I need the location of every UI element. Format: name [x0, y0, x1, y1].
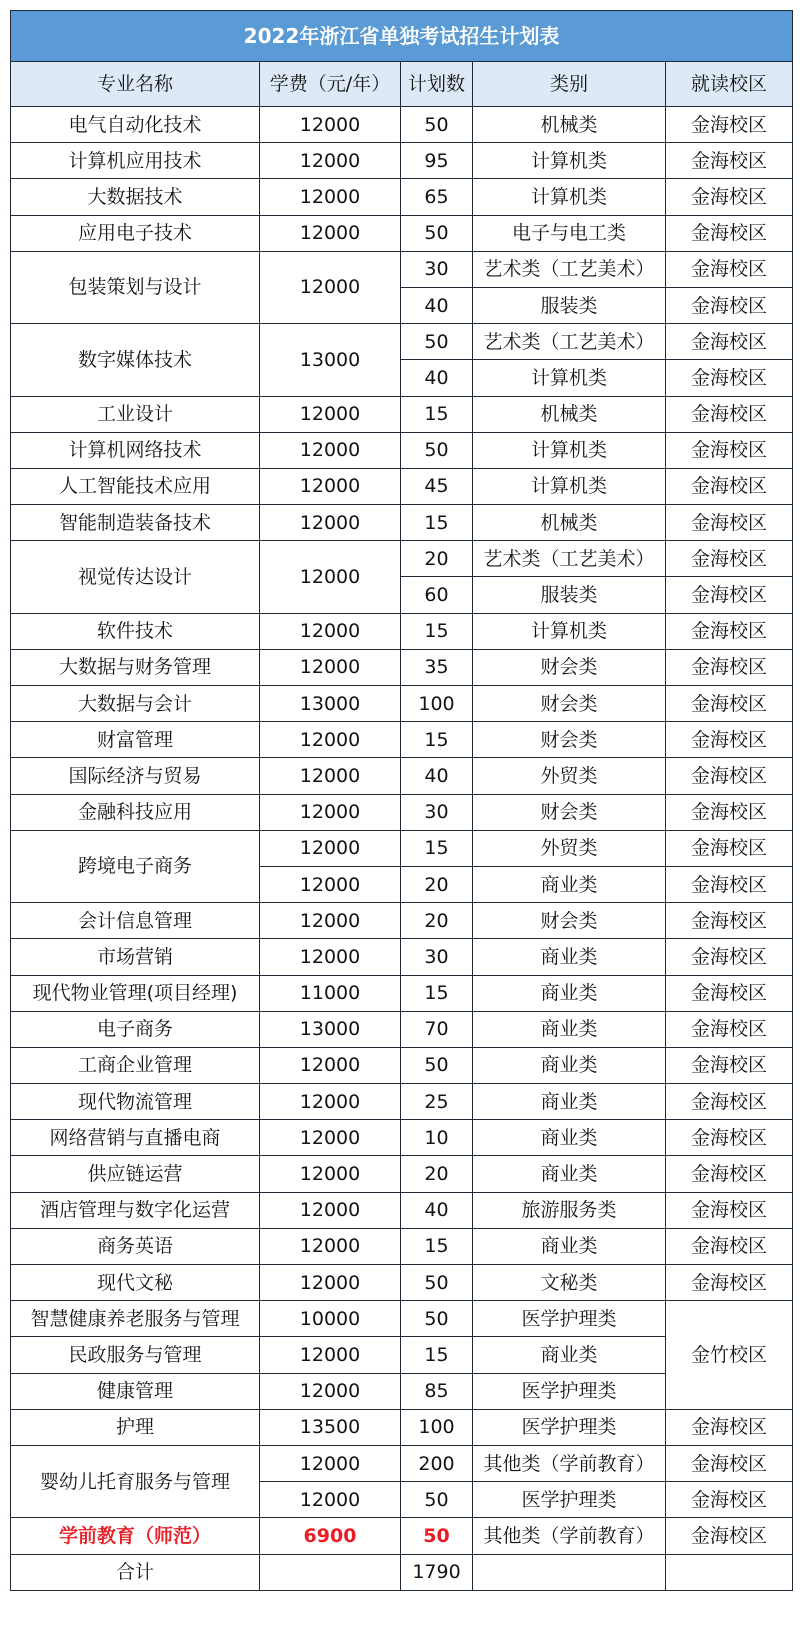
category-cell: 医学护理类 [473, 1482, 666, 1518]
fee-cell: 12000 [260, 1482, 401, 1518]
fee-cell: 13000 [260, 686, 401, 722]
fee-cell: 12000 [260, 758, 401, 794]
category-cell: 计算机类 [473, 613, 666, 649]
table-row [11, 215, 793, 251]
category-cell: 服装类 [473, 577, 666, 613]
fee-cell: 13000 [260, 1011, 401, 1047]
category-cell: 财会类 [473, 903, 666, 939]
category-cell: 其他类（学前教育） [473, 1518, 666, 1554]
major-cell: 人工智能技术应用 [11, 468, 260, 504]
major-cell: 计算机应用技术 [11, 143, 260, 179]
category-cell: 商业类 [473, 975, 666, 1011]
campus-cell: 金海校区 [666, 468, 793, 504]
major-cell: 工商企业管理 [11, 1047, 260, 1083]
table-row [11, 903, 793, 939]
major-cell: 市场营销 [11, 939, 260, 975]
table-row [11, 324, 793, 360]
major-cell: 健康管理 [11, 1373, 260, 1409]
table-row [11, 649, 793, 685]
plan-cell: 100 [401, 1409, 473, 1445]
table-row [11, 939, 793, 975]
campus-cell: 金海校区 [666, 541, 793, 577]
fee-cell: 12000 [260, 1084, 401, 1120]
table-row [11, 396, 793, 432]
fee-cell: 12000 [260, 1120, 401, 1156]
major-cell: 酒店管理与数字化运营 [11, 1192, 260, 1228]
fee-cell: 12000 [260, 1228, 401, 1264]
plan-cell: 50 [401, 1518, 473, 1554]
plan-cell: 15 [401, 722, 473, 758]
campus-cell: 金海校区 [666, 107, 793, 143]
major-cell: 大数据与财务管理 [11, 649, 260, 685]
major-cell: 大数据与会计 [11, 686, 260, 722]
fee-cell: 12000 [260, 939, 401, 975]
table-row [11, 613, 793, 649]
category-cell: 计算机类 [473, 143, 666, 179]
major-cell: 现代物流管理 [11, 1084, 260, 1120]
table-row [11, 1409, 793, 1445]
fee-cell: 12000 [260, 1337, 401, 1373]
category-cell: 外贸类 [473, 830, 666, 866]
category-cell: 机械类 [473, 505, 666, 541]
plan-cell: 45 [401, 468, 473, 504]
campus-cell: 金海校区 [666, 1011, 793, 1047]
table-row [11, 1228, 793, 1264]
campus-cell: 金海校区 [666, 432, 793, 468]
plan-cell: 30 [401, 251, 473, 287]
major-cell: 工业设计 [11, 396, 260, 432]
major-cell: 数字媒体技术 [11, 324, 260, 396]
fee-cell: 12000 [260, 1047, 401, 1083]
plan-cell: 35 [401, 649, 473, 685]
table-row [11, 251, 793, 287]
plan-cell: 95 [401, 143, 473, 179]
header-plan: 计划数 [401, 62, 473, 107]
major-cell: 智能制造装备技术 [11, 505, 260, 541]
category-cell: 计算机类 [473, 179, 666, 215]
major-cell: 电子商务 [11, 1011, 260, 1047]
fee-cell: 12000 [260, 866, 401, 902]
table-row [11, 1445, 793, 1481]
campus-cell: 金海校区 [666, 143, 793, 179]
category-cell: 艺术类（工艺美术） [473, 251, 666, 287]
plan-cell: 15 [401, 1228, 473, 1264]
total-category-cell [473, 1554, 666, 1590]
category-cell: 商业类 [473, 1337, 666, 1373]
category-cell: 计算机类 [473, 468, 666, 504]
campus-cell: 金海校区 [666, 686, 793, 722]
plan-cell: 50 [401, 324, 473, 360]
plan-cell: 50 [401, 107, 473, 143]
header-category: 类别 [473, 62, 666, 107]
fee-cell: 12000 [260, 215, 401, 251]
table-row [11, 1120, 793, 1156]
campus-cell: 金海校区 [666, 1228, 793, 1264]
campus-cell: 金海校区 [666, 287, 793, 323]
fee-cell: 12000 [260, 396, 401, 432]
campus-cell: 金海校区 [666, 1518, 793, 1554]
category-cell: 机械类 [473, 107, 666, 143]
campus-cell: 金海校区 [666, 577, 793, 613]
plan-cell: 20 [401, 866, 473, 902]
major-cell: 护理 [11, 1409, 260, 1445]
campus-cell: 金海校区 [666, 649, 793, 685]
fee-cell: 12000 [260, 505, 401, 541]
category-cell: 电子与电工类 [473, 215, 666, 251]
category-cell: 服装类 [473, 287, 666, 323]
plan-cell: 50 [401, 432, 473, 468]
total-row [11, 1554, 793, 1590]
table-row [11, 1301, 793, 1337]
total-fee-cell [260, 1554, 401, 1590]
fee-cell: 11000 [260, 975, 401, 1011]
major-cell: 财富管理 [11, 722, 260, 758]
header-campus: 就读校区 [666, 62, 793, 107]
table-row [11, 722, 793, 758]
major-cell: 大数据技术 [11, 179, 260, 215]
plan-cell: 10 [401, 1120, 473, 1156]
table-row [11, 830, 793, 866]
fee-cell: 12000 [260, 432, 401, 468]
category-cell: 机械类 [473, 396, 666, 432]
fee-cell: 12000 [260, 1156, 401, 1192]
plan-cell: 15 [401, 975, 473, 1011]
campus-cell: 金海校区 [666, 722, 793, 758]
plan-cell: 50 [401, 1047, 473, 1083]
fee-cell: 12000 [260, 794, 401, 830]
plan-cell: 30 [401, 794, 473, 830]
major-cell: 国际经济与贸易 [11, 758, 260, 794]
fee-cell: 10000 [260, 1301, 401, 1337]
major-cell: 跨境电子商务 [11, 830, 260, 902]
plan-cell: 20 [401, 903, 473, 939]
table-row [11, 1192, 793, 1228]
category-cell: 外贸类 [473, 758, 666, 794]
major-cell: 视觉传达设计 [11, 541, 260, 613]
plan-cell: 50 [401, 1301, 473, 1337]
campus-cell: 金海校区 [666, 251, 793, 287]
category-cell: 商业类 [473, 1011, 666, 1047]
category-cell: 商业类 [473, 939, 666, 975]
major-cell: 包装策划与设计 [11, 251, 260, 323]
campus-cell: 金海校区 [666, 830, 793, 866]
table-row [11, 468, 793, 504]
table-row [11, 1084, 793, 1120]
plan-cell: 40 [401, 758, 473, 794]
major-cell: 会计信息管理 [11, 903, 260, 939]
campus-cell: 金海校区 [666, 903, 793, 939]
plan-cell: 50 [401, 1265, 473, 1301]
fee-cell: 12000 [260, 1265, 401, 1301]
table-row [11, 975, 793, 1011]
campus-cell: 金海校区 [666, 1445, 793, 1481]
header-row [11, 62, 793, 107]
fee-cell: 6900 [260, 1518, 401, 1554]
table-row [11, 107, 793, 143]
plan-cell: 15 [401, 505, 473, 541]
plan-cell: 30 [401, 939, 473, 975]
plan-cell: 15 [401, 830, 473, 866]
campus-cell: 金海校区 [666, 975, 793, 1011]
campus-cell: 金海校区 [666, 866, 793, 902]
table-row [11, 794, 793, 830]
plan-cell: 200 [401, 1445, 473, 1481]
fee-cell: 12000 [260, 830, 401, 866]
fee-cell: 12000 [260, 468, 401, 504]
category-cell: 计算机类 [473, 432, 666, 468]
campus-cell: 金海校区 [666, 396, 793, 432]
table-row [11, 1265, 793, 1301]
fee-cell: 12000 [260, 179, 401, 215]
table-row [11, 541, 793, 577]
campus-cell: 金海校区 [666, 1084, 793, 1120]
major-cell: 计算机网络技术 [11, 432, 260, 468]
total-campus-cell [666, 1554, 793, 1590]
table-row [11, 505, 793, 541]
campus-cell: 金海校区 [666, 215, 793, 251]
major-cell: 供应链运营 [11, 1156, 260, 1192]
category-cell: 商业类 [473, 1120, 666, 1156]
campus-cell: 金海校区 [666, 1265, 793, 1301]
campus-cell: 金海校区 [666, 1482, 793, 1518]
plan-cell: 85 [401, 1373, 473, 1409]
major-cell: 电气自动化技术 [11, 107, 260, 143]
enrollment-plan-table [10, 10, 793, 1591]
major-cell: 网络营销与直播电商 [11, 1120, 260, 1156]
plan-cell: 15 [401, 396, 473, 432]
plan-cell: 20 [401, 541, 473, 577]
category-cell: 商业类 [473, 1228, 666, 1264]
header-fee: 学费（元/年） [260, 62, 401, 107]
major-cell: 现代文秘 [11, 1265, 260, 1301]
major-cell: 学前教育（师范） [11, 1518, 260, 1554]
plan-cell: 15 [401, 1337, 473, 1373]
category-cell: 医学护理类 [473, 1409, 666, 1445]
header-major: 专业名称 [11, 62, 260, 107]
fee-cell: 12000 [260, 613, 401, 649]
major-cell: 商务英语 [11, 1228, 260, 1264]
fee-cell: 13500 [260, 1409, 401, 1445]
plan-cell: 60 [401, 577, 473, 613]
plan-cell: 40 [401, 287, 473, 323]
category-cell: 其他类（学前教育） [473, 1445, 666, 1481]
campus-cell: 金海校区 [666, 613, 793, 649]
category-cell: 财会类 [473, 722, 666, 758]
campus-cell: 金海校区 [666, 1047, 793, 1083]
category-cell: 商业类 [473, 1084, 666, 1120]
total-plan-cell: 1790 [401, 1554, 473, 1590]
major-cell: 民政服务与管理 [11, 1337, 260, 1373]
category-cell: 商业类 [473, 866, 666, 902]
category-cell: 艺术类（工艺美术） [473, 324, 666, 360]
plan-cell: 50 [401, 215, 473, 251]
campus-cell: 金海校区 [666, 794, 793, 830]
major-cell: 现代物业管理(项目经理) [11, 975, 260, 1011]
table-row [11, 1011, 793, 1047]
fee-cell: 12000 [260, 649, 401, 685]
category-cell: 计算机类 [473, 360, 666, 396]
category-cell: 文秘类 [473, 1265, 666, 1301]
table-row [11, 686, 793, 722]
category-cell: 艺术类（工艺美术） [473, 541, 666, 577]
major-cell: 智慧健康养老服务与管理 [11, 1301, 260, 1337]
category-cell: 医学护理类 [473, 1373, 666, 1409]
campus-cell: 金海校区 [666, 505, 793, 541]
category-cell: 商业类 [473, 1047, 666, 1083]
campus-cell: 金海校区 [666, 939, 793, 975]
campus-cell: 金海校区 [666, 324, 793, 360]
category-cell: 商业类 [473, 1156, 666, 1192]
major-cell: 软件技术 [11, 613, 260, 649]
fee-cell: 12000 [260, 722, 401, 758]
campus-cell: 金海校区 [666, 1120, 793, 1156]
fee-cell: 12000 [260, 1373, 401, 1409]
plan-cell: 20 [401, 1156, 473, 1192]
campus-cell: 金海校区 [666, 360, 793, 396]
plan-cell: 25 [401, 1084, 473, 1120]
fee-cell: 12000 [260, 903, 401, 939]
table-row [11, 1156, 793, 1192]
plan-cell: 40 [401, 1192, 473, 1228]
major-cell: 金融科技应用 [11, 794, 260, 830]
plan-cell: 70 [401, 1011, 473, 1047]
plan-cell: 65 [401, 179, 473, 215]
category-cell: 财会类 [473, 649, 666, 685]
campus-cell: 金海校区 [666, 1192, 793, 1228]
plan-cell: 50 [401, 1482, 473, 1518]
category-cell: 财会类 [473, 794, 666, 830]
total-label: 合计 [11, 1554, 260, 1590]
table-title: 2022年浙江省单独考试招生计划表 [11, 11, 793, 62]
major-cell: 婴幼儿托育服务与管理 [11, 1445, 260, 1517]
table-row [11, 432, 793, 468]
plan-cell: 100 [401, 686, 473, 722]
campus-cell: 金海校区 [666, 179, 793, 215]
fee-cell: 12000 [260, 143, 401, 179]
table-row [11, 758, 793, 794]
plan-table-container [10, 10, 792, 1591]
fee-cell: 13000 [260, 324, 401, 396]
table-row [11, 143, 793, 179]
campus-cell: 金海校区 [666, 758, 793, 794]
category-cell: 医学护理类 [473, 1301, 666, 1337]
plan-cell: 40 [401, 360, 473, 396]
fee-cell: 12000 [260, 541, 401, 613]
campus-cell: 金竹校区 [666, 1301, 793, 1410]
campus-cell: 金海校区 [666, 1409, 793, 1445]
plan-cell: 15 [401, 613, 473, 649]
fee-cell: 12000 [260, 1445, 401, 1481]
major-cell: 应用电子技术 [11, 215, 260, 251]
fee-cell: 12000 [260, 1192, 401, 1228]
campus-cell: 金海校区 [666, 1156, 793, 1192]
table-row [11, 1047, 793, 1083]
category-cell: 财会类 [473, 686, 666, 722]
category-cell: 旅游服务类 [473, 1192, 666, 1228]
highlighted-row [11, 1518, 793, 1554]
table-row [11, 179, 793, 215]
fee-cell: 12000 [260, 107, 401, 143]
fee-cell: 12000 [260, 251, 401, 323]
